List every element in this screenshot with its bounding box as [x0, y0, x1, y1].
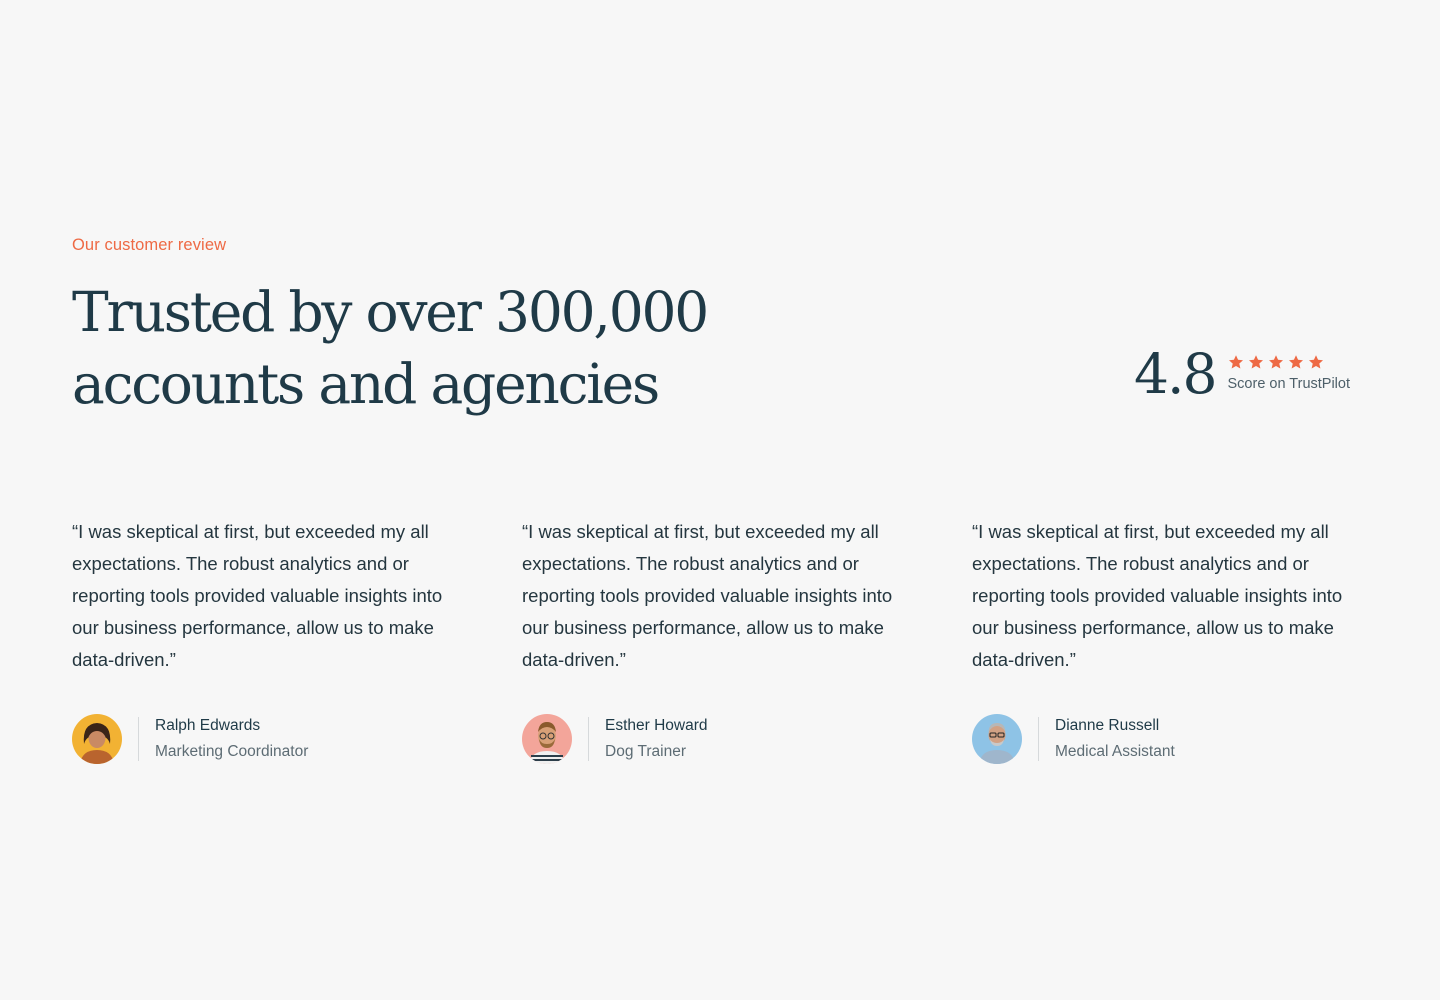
star-icon [1308, 354, 1324, 370]
review-author [72, 714, 467, 764]
review-quote: “I was skeptical at first, but exceeded my all expectations. The robust analytics and or reporting tools provided valuable insights into our business performance, allow us to make data-driven.” [522, 521, 893, 670]
author-name: Dianne Russell [1055, 717, 1160, 734]
avatar-image [972, 714, 1022, 764]
star-icon [1268, 354, 1284, 370]
rating-meta [1228, 354, 1351, 392]
review-quote: “I was skeptical at first, but exceeded my all expectations. The robust analytics and or reporting tools provided valuable insights into our business performance, allow us to make data-driven.” [72, 521, 443, 670]
review-list [72, 516, 1368, 764]
author-role: Dog Trainer [605, 743, 686, 760]
section-headline [72, 276, 792, 420]
trustpilot-rating [1134, 338, 1350, 410]
avatar-image [522, 714, 572, 764]
author-role: Marketing Coordinator [155, 743, 309, 760]
author-info [155, 716, 308, 762]
author-divider [1038, 717, 1039, 761]
author-divider [588, 717, 589, 761]
headline-line-1: Trusted by over 300,000 [72, 280, 708, 344]
author-role: Medical Assistant [1055, 743, 1175, 760]
review-card [972, 516, 1367, 764]
review-card [522, 516, 917, 764]
author-name: Ralph Edwards [155, 717, 261, 734]
review-author [972, 714, 1367, 764]
headline-line-2: accounts and agencies [72, 352, 659, 416]
author-name: Esther Howard [605, 717, 708, 734]
rating-stars [1228, 354, 1351, 370]
author-info [605, 716, 708, 762]
testimonials-section [72, 0, 1368, 1000]
avatar [522, 714, 572, 764]
avatar [972, 714, 1022, 764]
review-card [72, 516, 467, 764]
review-author [522, 714, 917, 764]
rating-label: Score on TrustPilot [1227, 376, 1350, 392]
star-icon [1288, 354, 1304, 370]
avatar [72, 714, 122, 764]
author-info [1055, 716, 1175, 762]
avatar-image [72, 714, 122, 764]
star-icon [1228, 354, 1244, 370]
rating-score: 4.8 [1134, 342, 1216, 406]
section-eyebrow: Our customer review [72, 236, 227, 254]
review-quote: “I was skeptical at first, but exceeded my all expectations. The robust analytics and or reporting tools provided valuable insights into our business performance, allow us to make data-driven.” [972, 521, 1343, 670]
author-divider [138, 717, 139, 761]
star-icon [1248, 354, 1264, 370]
